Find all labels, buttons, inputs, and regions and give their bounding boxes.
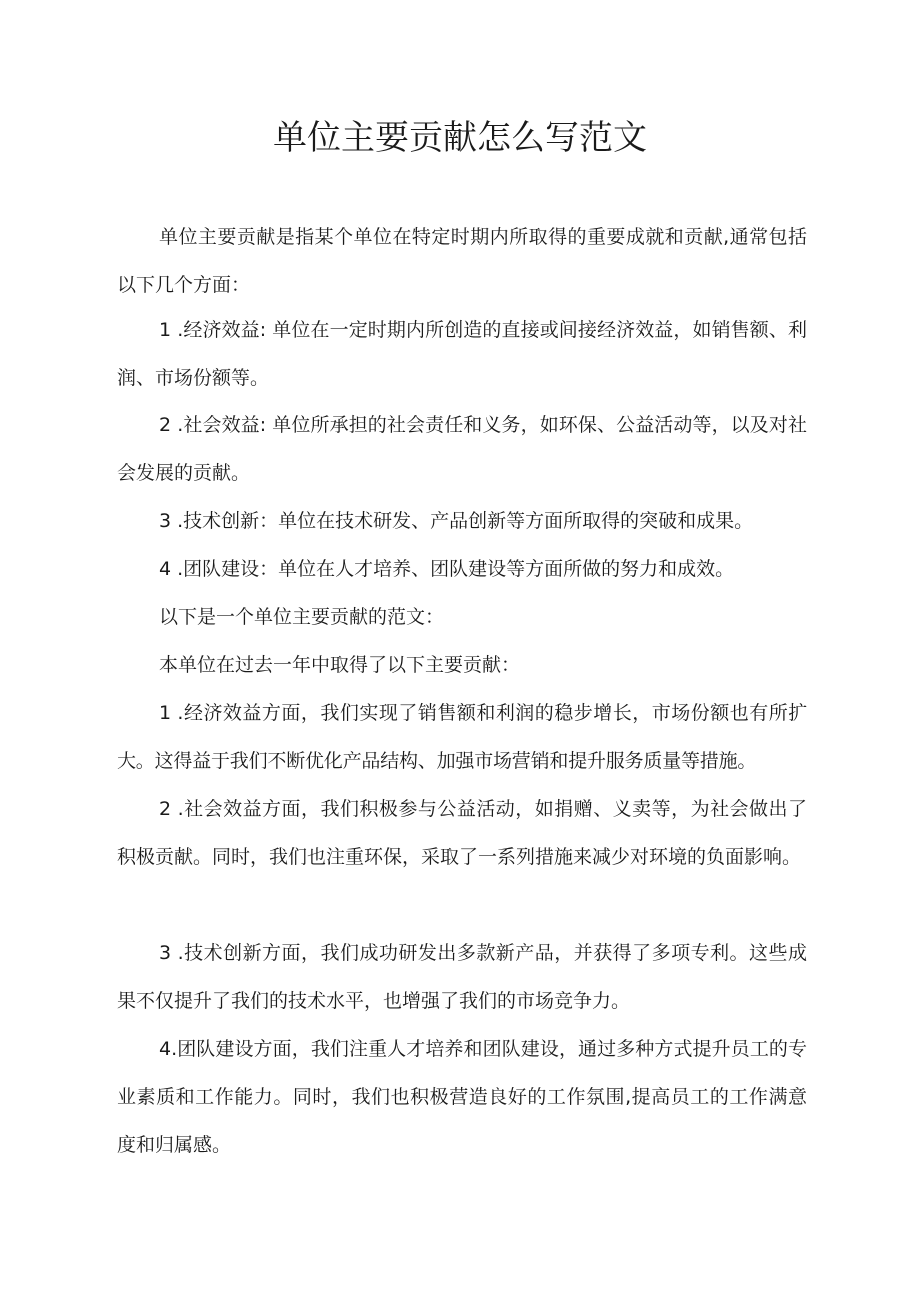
paragraph-example-intro: 以下是一个单位主要贡献的范文： [159,606,445,628]
paragraph-example-economic: 1 .经济效益方面，我们实现了销售额和利润的稳步增长，市场份额也有所扩大。这得益于我们不断优化产品结构、加强市场营销和提升服务质量等措施。 [117,702,807,772]
paragraph-example-lead: 本单位在过去一年中取得了以下主要贡献： [159,654,521,676]
document-title: 单位主要贡献怎么写范文 [273,118,647,158]
paragraph-item-tech: 3 .技术创新：单位在技术研发、产品创新等方面所取得的突破和成果。 [159,510,754,532]
paragraph-item-team: 4 .团队建设：单位在人才培养、团队建设等方面所做的努力和成效。 [159,558,735,580]
paragraph-example-team: 4.团队建设方面，我们注重人才培养和团队建设，通过多种方式提升员工的专业素质和工作能力。同时，我们也积极营造良好的工作氛围,提高员工的工作满意度和归属感。 [117,1038,807,1156]
paragraph-item-social: 2 .社会效益: 单位所承担的社会责任和义务，如环保、公益活动等，以及对社会发展的贡献。 [117,414,807,484]
paragraph-item-economic: 1 .经济效益: 单位在一定时期内所创造的直接或间接经济效益，如销售额、利润、市场份额等。 [117,319,807,389]
paragraph-intro: 单位主要贡献是指某个单位在特定时期内所取得的重要成就和贡献,通常包括以下几个方面： [117,226,807,296]
paragraph-example-social: 2 .社会效益方面，我们积极参与公益活动，如捐赠、义卖等，为社会做出了积极贡献。同时，我们也注重环保，采取了一系列措施来减少对环境的负面影响。 [117,798,807,868]
paragraph-example-tech: 3 .技术创新方面，我们成功研发出多款新产品，并获得了多项专利。这些成果不仅提升了我们的技术水平，也增强了我们的市场竞争力。 [117,942,807,1012]
